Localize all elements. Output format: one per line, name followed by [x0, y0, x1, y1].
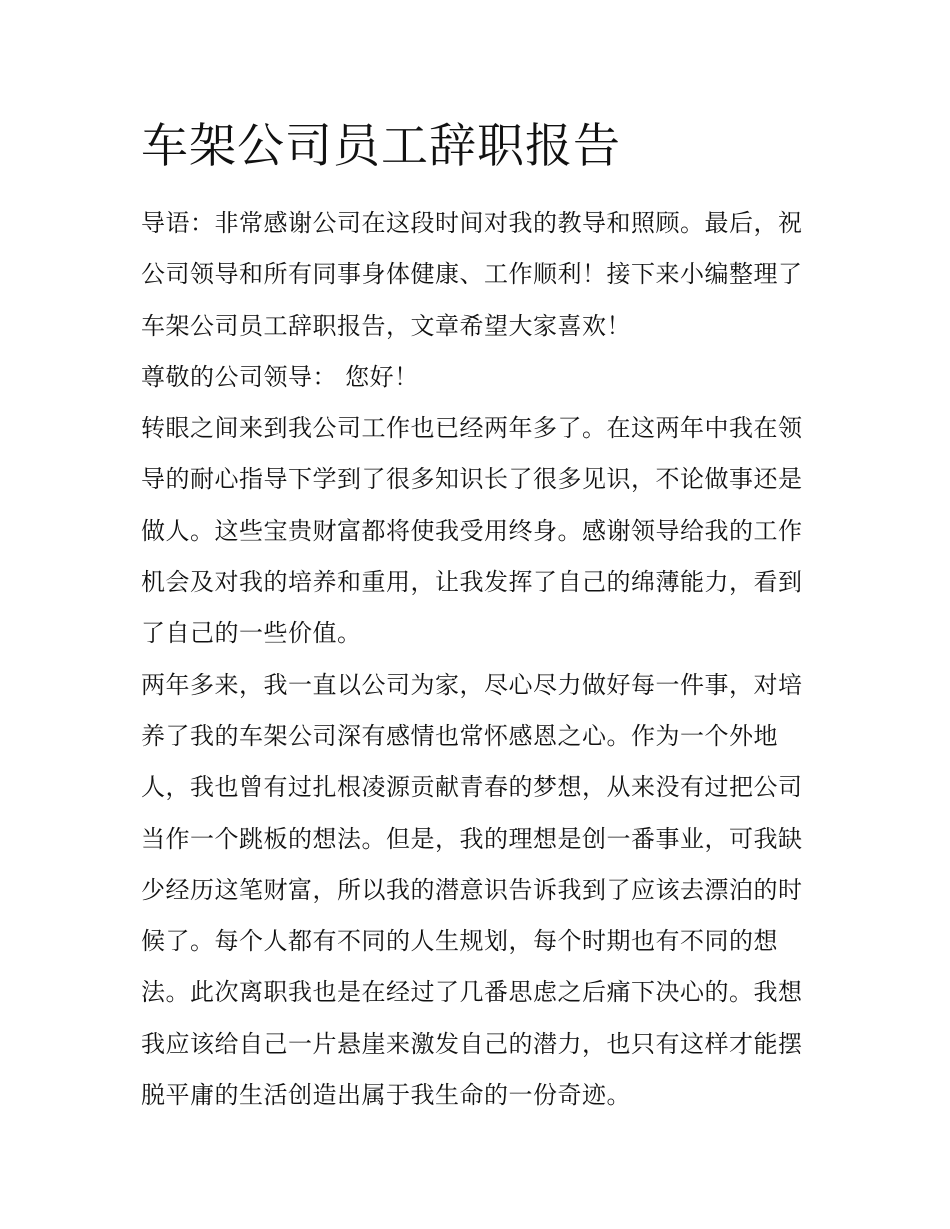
paragraph-2-line-5: 少经历这笔财富，所以我的潜意识告诉我到了应该去漂泊的时	[141, 875, 803, 904]
intro-line-1: 导语：非常感谢公司在这段时间对我的教导和照顾。最后，祝	[141, 209, 803, 237]
paragraph-1-line-5: 了自己的一些价值。	[141, 619, 362, 648]
paragraph-2-line-9: 脱平庸的生活创造出属于我生命的一份奇迹。	[141, 1081, 631, 1110]
paragraph-2-line-4: 当作一个跳板的想法。但是，我的理想是创一番事业，可我缺	[141, 824, 803, 853]
paragraph-2-line-8: 我应该给自己一片悬崖来激发自己的潜力，也只有这样才能摆	[141, 1029, 803, 1058]
paragraph-2-line-6: 候了。每个人都有不同的人生规划，每个时期也有不同的想	[141, 927, 778, 956]
paragraph-2-line-3: 人，我也曾有过扎根凌源贡献青春的梦想，从来没有过把公司	[141, 773, 803, 802]
document-title: 车架公司员工辞职报告	[141, 119, 621, 174]
intro-line-2: 公司领导和所有同事身体健康、工作顺利！接下来小编整理了	[141, 260, 803, 289]
paragraph-1-line-1: 转眼之间来到我公司工作也已经两年多了。在这两年中我在领	[141, 414, 803, 443]
paragraph-2-line-7: 法。此次离职我也是在经过了几番思虑之后痛下决心的。我想	[141, 978, 803, 1007]
paragraph-1-line-2: 导的耐心指导下学到了很多知识长了很多见识，不论做事还是	[141, 465, 803, 494]
paragraph-1-line-3: 做人。这些宝贵财富都将使我受用终身。感谢领导给我的工作	[141, 516, 803, 545]
intro-line-3: 车架公司员工辞职报告，文章希望大家喜欢！	[141, 311, 631, 340]
salutation-line: 尊敬的公司领导： 您好！	[141, 362, 419, 391]
paragraph-2-line-2: 养了我的车架公司深有感情也常怀感恩之心。作为一个外地	[141, 721, 778, 750]
paragraph-1-line-4: 机会及对我的培养和重用，让我发挥了自己的绵薄能力，看到	[141, 568, 803, 597]
paragraph-2-line-1: 两年多来，我一直以公司为家，尽心尽力做好每一件事，对培	[141, 670, 803, 699]
document-body	[141, 198, 813, 1121]
